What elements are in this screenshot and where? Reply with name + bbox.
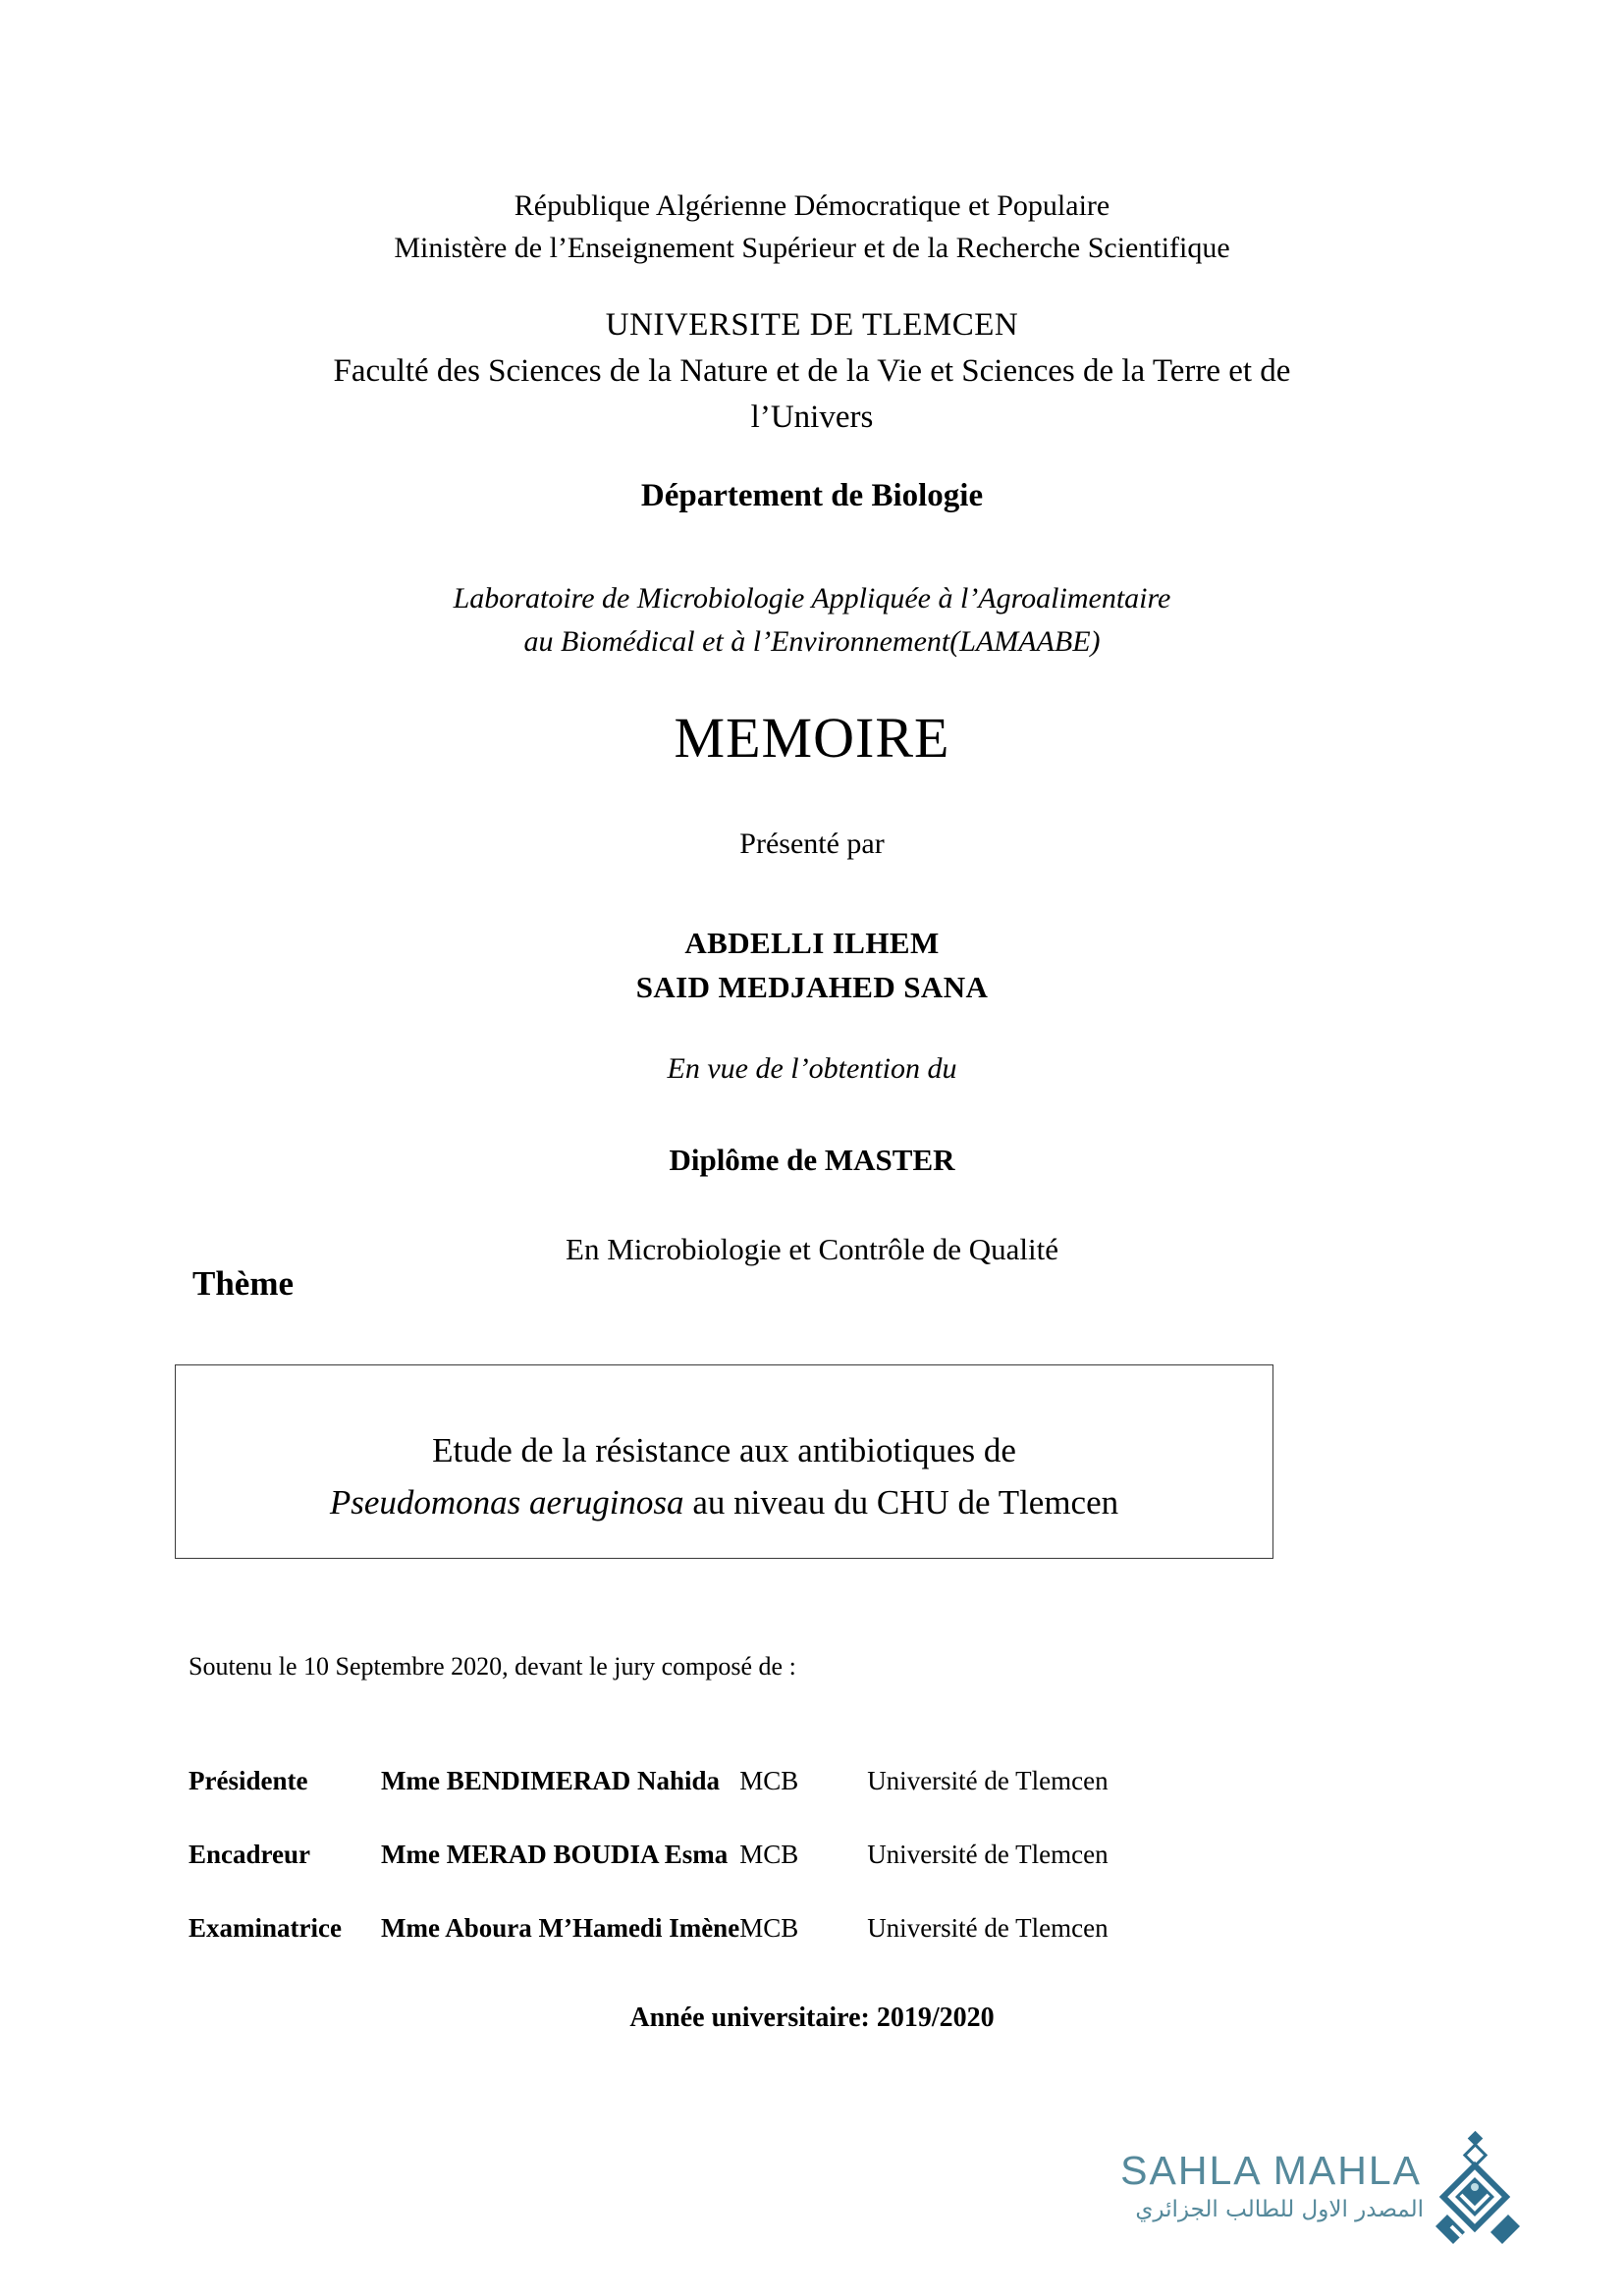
jury-institution: Université de Tlemcen	[867, 1840, 1109, 1869]
watermark-tagline: المصدر الاول للطالب الجزائري	[1135, 2197, 1424, 2222]
ministry-line: Ministère de l’Enseignement Supérieur et de la Recherche Scientifique	[394, 232, 1230, 264]
degree-specialty: En Microbiologie et Contrôle de Qualité	[566, 1232, 1058, 1266]
jury-institution: Université de Tlemcen	[867, 1913, 1109, 1943]
university-block	[0, 302, 1624, 441]
thesis-title	[176, 1424, 1272, 1528]
species-name: Pseudomonas aeruginosa	[329, 1483, 684, 1522]
degree-name: Diplôme de MASTER	[669, 1143, 955, 1177]
sahla-mahla-watermark	[1108, 2136, 1520, 2259]
ministry-header	[0, 185, 1624, 269]
table-row	[189, 1892, 1367, 1965]
department-name: Département de Biologie	[640, 478, 984, 513]
jury-role: Encadreur	[189, 1840, 311, 1869]
laboratory-line-2: au Biomédical et à l’Environnement(LAMAABE)	[523, 625, 1101, 658]
republic-line: République Algérienne Démocratique et Populaire	[514, 189, 1110, 222]
document-type: MEMOIRE	[674, 706, 950, 770]
theme-label: Thème	[192, 1264, 295, 1303]
laboratory-block	[0, 577, 1624, 664]
thesis-title-line-1: Etude de la résistance aux antibiotiques de	[432, 1431, 1016, 1469]
table-row	[189, 1744, 1367, 1818]
authors-block	[0, 921, 1624, 1009]
author-name: SAID MEDJAHED SANA	[635, 970, 989, 1004]
faculty-line-1: Faculté des Sciences de la Nature et de la Vie et Sciences de la Terre et de	[333, 353, 1291, 389]
jury-name: Mme BENDIMERAD Nahida	[381, 1766, 721, 1795]
thesis-title-box	[175, 1364, 1273, 1559]
watermark-brand: SAHLA MAHLA	[1120, 2148, 1422, 2193]
presented-by-label: Présenté par	[739, 828, 885, 860]
jury-name: Mme Aboura M’Hamedi Imène	[381, 1913, 740, 1943]
jury-name: Mme MERAD BOUDIA Esma	[381, 1840, 729, 1869]
jury-institution: Université de Tlemcen	[867, 1766, 1109, 1795]
jury-role: Présidente	[189, 1766, 308, 1795]
academic-year: Année universitaire: 2019/2020	[629, 2002, 995, 2033]
jury-grade: MCB	[739, 1840, 799, 1869]
jury-role: Examinatrice	[189, 1913, 342, 1943]
jury-grade: MCB	[739, 1766, 799, 1795]
table-row	[189, 1818, 1367, 1892]
thesis-title-line-2-rest: au niveau du CHU de Tlemcen	[683, 1483, 1119, 1522]
jury-table	[189, 1744, 1367, 1965]
defense-date-line: Soutenu le 10 Septembre 2020, devant le jury composé de :	[189, 1652, 796, 1681]
faculty-line-2: l’Univers	[750, 400, 874, 435]
degree-purpose: En vue de l’obtention du	[667, 1052, 957, 1085]
laboratory-line-1: Laboratoire de Microbiologie Appliquée à l’Agroalimentaire	[453, 582, 1171, 614]
diamond-ornament-icon	[1422, 2130, 1528, 2248]
university-name: UNIVERSITE DE TLEMCEN	[605, 307, 1019, 343]
author-name: ABDELLI ILHEM	[684, 926, 940, 960]
thesis-title-line-2	[176, 1476, 1272, 1528]
jury-grade: MCB	[739, 1913, 799, 1943]
